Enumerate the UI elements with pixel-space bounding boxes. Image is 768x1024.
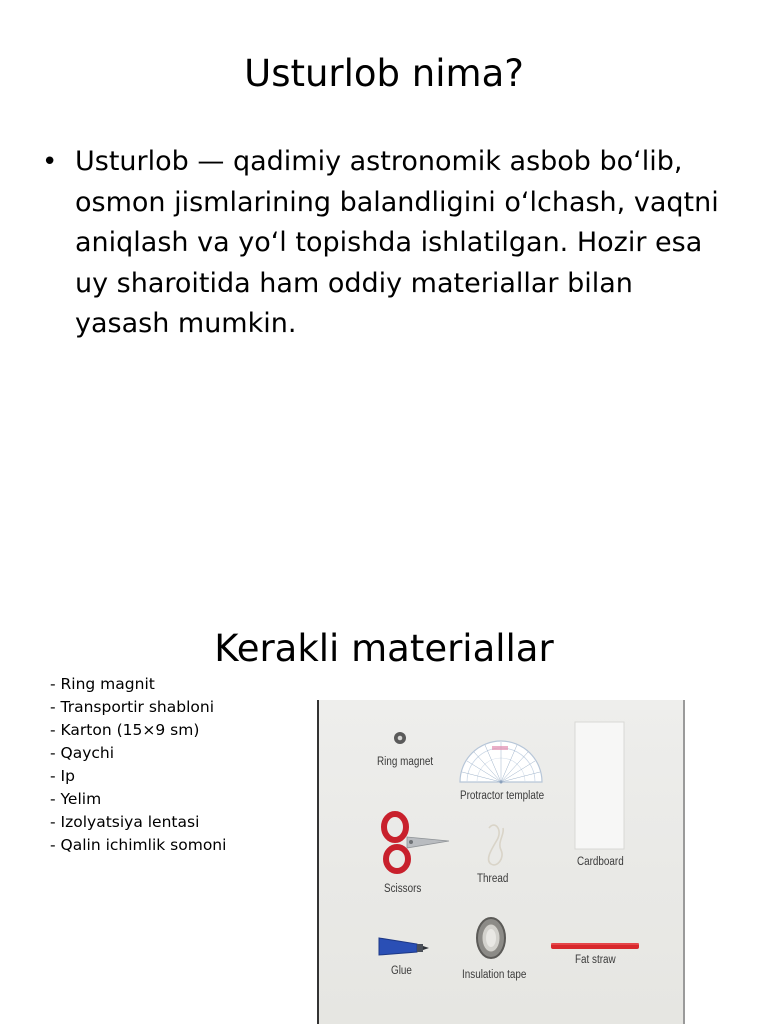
- glue-icon: [379, 938, 429, 955]
- materials-list: [50, 673, 226, 857]
- ring-magnet-icon: [394, 732, 406, 744]
- material-item: - Qaychi: [50, 744, 115, 762]
- fat-straw-label: Fat straw: [575, 954, 616, 966]
- bullet-text: Usturlob — qadimiy astronomik asbob bo‘lib, osmon jismlarining balandligini o‘lchash, vaqtni aniqlash va yo‘l topishda ishlatilgan. Hozir esa uy sharoitida ham oddiy materiallar bilan yasash mumkin.: [75, 146, 719, 339]
- ring-magnet-label: Ring magnet: [377, 756, 434, 768]
- bullet-icon: •: [42, 147, 58, 177]
- material-item: - Ip: [50, 767, 75, 785]
- cardboard-label: Cardboard: [577, 856, 624, 868]
- scissors-icon: [384, 814, 449, 871]
- protractor-label: Protractor template: [460, 790, 545, 802]
- slide-2-title: Kerakli materiallar: [214, 627, 554, 670]
- straw-icon: [551, 943, 639, 949]
- material-item: - Izolyatsiya lentasi: [50, 813, 200, 831]
- materials-photo: [317, 700, 685, 1024]
- material-item: - Yelim: [50, 790, 102, 808]
- material-item: - Karton (15×9 sm): [50, 721, 200, 739]
- scissors-label: Scissors: [384, 883, 422, 895]
- material-item: - Ring magnit: [50, 675, 155, 693]
- bullet-item: [42, 142, 732, 345]
- cardboard-icon: [575, 722, 624, 849]
- insulation-tape-icon: [477, 918, 505, 958]
- protractor-icon: [460, 741, 542, 783]
- insulation-tape-label: Insulation tape: [462, 969, 527, 981]
- thread-icon: [489, 825, 504, 865]
- material-item: - Transportir shabloni: [50, 698, 215, 716]
- thread-label: Thread: [477, 873, 509, 885]
- material-item: - Qalin ichimlik somoni: [50, 836, 227, 854]
- slide-1-title: Usturlob nima?: [244, 52, 524, 95]
- glue-label: Glue: [391, 965, 412, 977]
